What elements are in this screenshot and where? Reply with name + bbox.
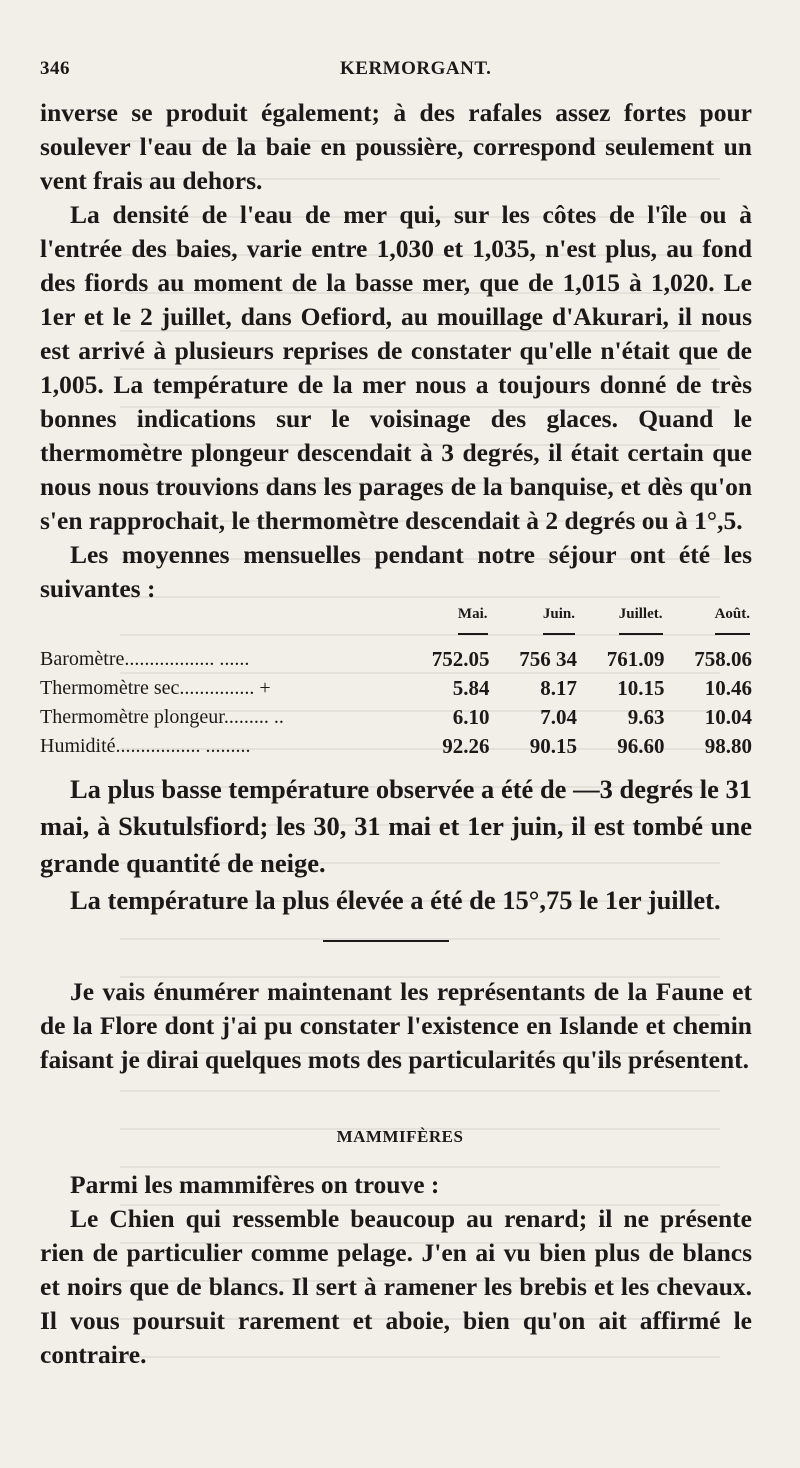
column-header: Juillet.: [577, 606, 665, 645]
column-header: Juin.: [490, 606, 578, 645]
table-cell: 9.63: [627, 705, 665, 729]
row-label: Baromètre.................. ......: [40, 648, 250, 670]
section-divider: [323, 940, 449, 942]
table-cell: 96.60: [617, 734, 665, 758]
column-header: Août.: [665, 606, 753, 645]
table-cell: 8.17: [540, 676, 577, 700]
column-header: Mai.: [402, 606, 490, 645]
paragraph: La densité de l'eau de mer qui, sur les côtes de l'île ou à l'entrée des baies, varie entre 1,030 et 1,035, n'est plus, au fond des fiords au moment de la basse mer, que de 1,015 à 1,020. Le 1er et le 2 juillet, dans Oefiord, au mouillage d'Akurari, il nous est arrivé à plusieurs reprises de constater qu'elle n'était que de 1,005. La température de la mer nous a toujours donné de très bonnes indications sur le voisinage des glaces. Quand le thermomètre plongeur descendait à 3 degrés, il était certain que nous nous trouvions dans les parages de la banquise, et dès qu'on s'en rapprochait, le thermomètre descendait à 2 degrés ou à 1°,5.: [40, 200, 752, 535]
table-header-row: [40, 606, 752, 645]
table-row: [40, 645, 752, 674]
table-cell: 90.15: [529, 734, 577, 758]
table-cell: 10.04: [704, 705, 752, 729]
body-text-block-4: [40, 1168, 752, 1372]
body-text-block-2: [40, 771, 752, 919]
table-corner: [40, 606, 402, 645]
paragraph: Je vais énumérer maintenant les représentants de la Faune et de la Flore dont j'ai pu constater l'existence en Islande et chemin faisant je dirai quelques mots des particularités qu'ils présentent.: [40, 977, 752, 1074]
table-cell: 98.80: [704, 734, 752, 758]
table-cell: 752.05: [431, 647, 490, 671]
table-cell: 92.26: [442, 734, 490, 758]
page-number: 346: [40, 58, 70, 79]
running-title: KERMORGANT.: [340, 58, 492, 79]
paragraph: La plus basse température observée a été de —3 degrés le 31 mai, à Skutulsfiord; les 30, 31 mai et 1er juin, il est tombé une grande quantité de neige.: [40, 774, 752, 878]
row-label: Thermomètre plongeur......... ..: [40, 706, 284, 728]
body-text-block-1: [40, 96, 752, 606]
table-cell: 10.15: [617, 676, 665, 700]
monthly-averages-table: [40, 606, 752, 761]
paragraph: Le Chien qui ressemble beaucoup au renard; il ne présente rien de particulier comme pelage. J'en ai vu bien plus de blancs et noirs que de blancs. Il sert à ramener les brebis et les chevaux. Il vous poursuit rarement et aboie, bien qu'on ait affirmé le contraire.: [40, 1204, 752, 1369]
table-cell: 761.09: [606, 647, 665, 671]
table-cell: 758.06: [694, 647, 752, 671]
table-cell: 6.10: [452, 705, 490, 729]
row-label: Humidité................. .........: [40, 735, 251, 757]
table-cell: 10.46: [704, 676, 752, 700]
row-label: Thermomètre sec............... +: [40, 677, 271, 699]
paragraph: La température la plus élevée a été de 15°,75 le 1er juillet.: [70, 885, 721, 915]
paragraph: Parmi les mammifères on trouve :: [70, 1170, 440, 1199]
body-text-block-3: [40, 975, 752, 1077]
table-row: [40, 703, 752, 732]
table-cell: 756 34: [519, 647, 577, 671]
table-cell: 7.04: [540, 705, 577, 729]
table-row: [40, 674, 752, 703]
paragraph: inverse se produit également; à des rafales assez fortes pour soulever l'eau de la baie en poussière, correspond seulement un vent frais au dehors.: [40, 98, 752, 195]
paragraph: Les moyennes mensuelles pendant notre séjour ont été les suivantes :: [40, 540, 752, 603]
table-cell: 5.84: [452, 676, 490, 700]
table-row: [40, 732, 752, 761]
section-heading: MAMMIFÈRES: [336, 1127, 464, 1146]
